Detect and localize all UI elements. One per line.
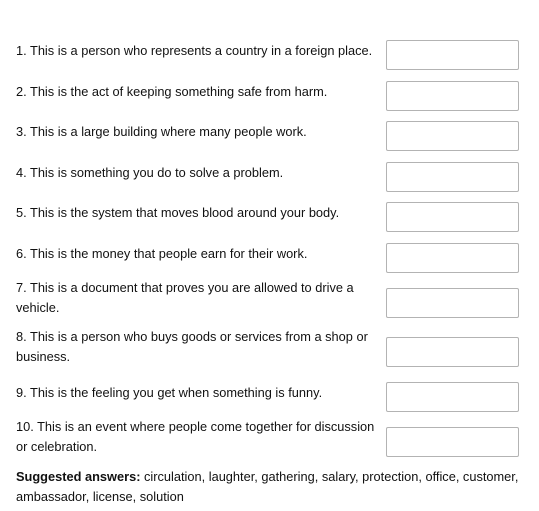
suggested-answers-label: Suggested answers:: [16, 469, 141, 484]
answer-input-9[interactable]: [386, 382, 519, 412]
question-text-1: 1. This is a person who represents a country in a foreign place.: [16, 43, 373, 58]
question-text-4: 4. This is something you do to solve a problem.: [16, 165, 284, 180]
suggested-answers: [16, 467, 521, 507]
answer-input-2[interactable]: [386, 81, 519, 111]
answer-input-5[interactable]: [386, 202, 519, 232]
question-text-6: 6. This is the money that people earn for their work.: [16, 246, 308, 261]
suggested-answers-list: circulation, laughter, gathering, salary, protection, office, customer, ambassador, license, solution: [16, 469, 519, 504]
question-text-10: 10. This is an event where people come together for discussion or celebration.: [16, 419, 375, 454]
answer-input-7[interactable]: [386, 288, 519, 318]
answer-input-4[interactable]: [386, 162, 519, 192]
question-text-5: 5. This is the system that moves blood around your body.: [16, 205, 340, 220]
question-text-8: 8. This is a person who buys goods or services from a shop or business.: [16, 329, 368, 364]
answer-input-8[interactable]: [386, 337, 519, 367]
question-text-2: 2. This is the act of keeping something safe from harm.: [16, 84, 328, 99]
answer-input-6[interactable]: [386, 243, 519, 273]
answer-input-1[interactable]: [386, 40, 519, 70]
answer-input-3[interactable]: [386, 121, 519, 151]
question-text-9: 9. This is the feeling you get when something is funny.: [16, 385, 323, 400]
question-text-7: 7. This is a document that proves you are allowed to drive a vehicle.: [16, 280, 354, 315]
question-text-3: 3. This is a large building where many people work.: [16, 124, 307, 139]
answer-input-10[interactable]: [386, 427, 519, 457]
